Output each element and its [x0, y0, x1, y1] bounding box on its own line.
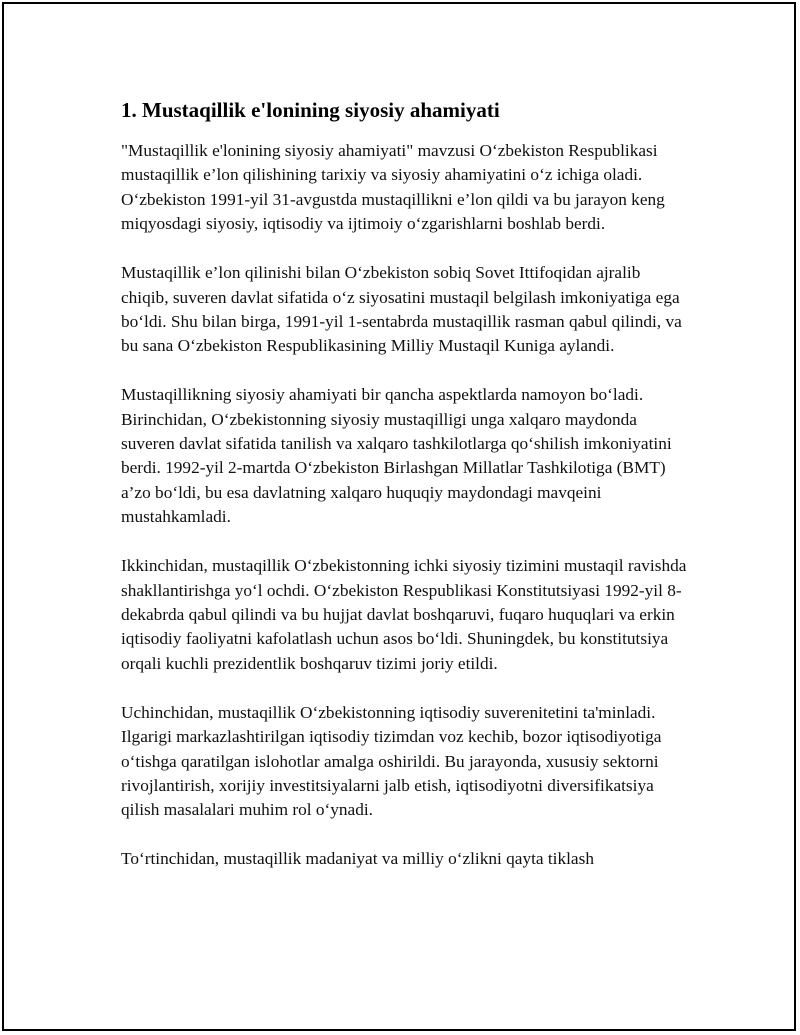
- section-heading: 1. Mustaqillik e'lonining siyosiy ahamiyati: [121, 98, 500, 122]
- paragraph-fourth-aspect: To‘rtinchidan, mustaqillik madaniyat va milliy o‘zlikni qayta tiklash: [121, 849, 594, 869]
- paragraph-intro: "Mustaqillik e'lonining siyosiy ahamiyati" mavzusi O‘zbekiston Respublikasi mustaqillik e’lon qilishining tarixiy va siyosiy ahamiyatini o‘z ichiga oladi. O‘zbekiston 1991-yil 31-avgustda mustaqillikni e’lon qildi va bu jarayon keng miqyosdagi siyosiy, iqtisodiy va ijtimoiy o‘zgarishlarni boshlab berdi.: [121, 141, 665, 234]
- paragraph-second-aspect: Ikkinchidan, mustaqillik O‘zbekistonning ichki siyosiy tizimini mustaqil ravishda shakllantirishga yo‘l ochdi. O‘zbekiston Respublikasi Konstitutsiyasi 1992-yil 8-dekabrda qabul qilindi va bu hujjat davlat boshqaruvi, fuqaro huquqlari va erkin iqtisodiy faoliyatni kafolatlash uchun asos bo‘ldi. Shuningdek, bu konstitutsiya orqali kuchli prezidentlik boshqaruv tizimi joriy etildi.: [121, 556, 687, 673]
- document-body: [121, 97, 691, 896]
- paragraph-third-aspect: Uchinchidan, mustaqillik O‘zbekistonning iqtisodiy suverenitetini ta'minladi. Ilgarigi markazlashtirilgan iqtisodiy tizimdan voz kechib, bozor iqtisodiyotiga o‘tishga qaratilgan islohotlar amalga oshirildi. Bu jarayonda, xususiy sektorni rivojlantirish, xorijiy investitsiyalarni jalb etish, iqtisodiyotni diversifikatsiya qilish masalalari muhim rol o‘ynadi.: [121, 702, 662, 820]
- document-page: [2, 2, 796, 1031]
- paragraph-soviet-separation: Mustaqillik e’lon qilinishi bilan O‘zbekiston sobiq Sovet Ittifoqidan ajralib chiqib, suveren davlat sifatida o‘z siyosatini mustaqil belgilash imkoniyatiga ega bo‘ldi. Shu bilan birga, 1991-yil 1-sentabrda mustaqillik rasman qabul qilindi, va bu sana O‘zbekiston Respublikasining Milliy Mustaqil Kuniga aylandi.: [121, 263, 682, 356]
- paragraph-first-aspect: Mustaqillikning siyosiy ahamiyati bir qancha aspektlarda namoyon bo‘ladi. Birinchidan, O‘zbekistonning siyosiy mustaqilligi unga xalqaro maydonda suveren davlat sifatida tanilish va xalqaro tashkilotlarga qo‘shilish imkoniyatini berdi. 1992-yil 2-martda O‘zbekiston Birlashgan Millatlar Tashkilotiga (BMT) a’zo bo‘ldi, bu esa davlatning xalqaro huquqiy maydondagi mavqeini mustahkamladi.: [121, 385, 672, 527]
